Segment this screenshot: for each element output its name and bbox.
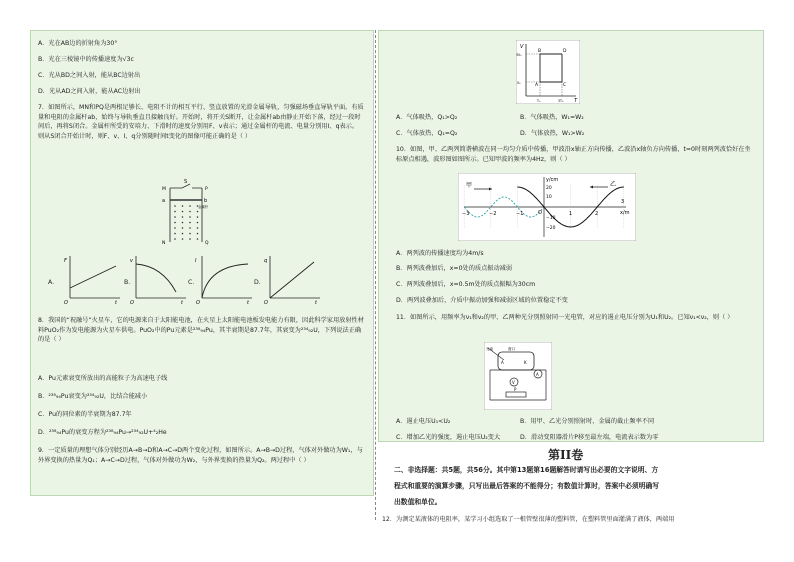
q11-photoelectric-figure [484,342,552,410]
label-light: 光束 [486,347,494,351]
graph-b-origin: O [130,300,134,304]
tick-t0: T₀ [537,99,541,103]
section2-instructions-line1 [394,466,658,475]
q7-option-c-letter: C． [188,279,199,286]
graph-a-origin: O [64,300,68,304]
ytick-20: 20 [546,186,552,191]
q7-option-a-letter: A． [48,279,59,286]
graph-a-curve [70,266,116,288]
origin-label: O [538,210,542,216]
xtick-neg3: −3 [462,211,470,217]
field-dot [174,222,176,224]
q7-graph-a [62,254,122,304]
magnetic-field-dots [174,205,198,240]
q8-option-d: D．²³⁸₉₄Pu的衰变方程为²³⁸₉₄Pu→²³⁴₉₂U+⁴₂He [38,429,167,436]
label-p: P [205,187,208,192]
q10-option-d: D．两列波叠加后，介质中振动加强和减弱区域的位置稳定不变 [396,297,568,304]
xtick-2: 2 [595,211,599,217]
graph-b-ylabel: v [130,258,133,264]
ytick-neg20: −20 [546,226,556,231]
q11-option-c: C．增加乙光的强度，遏止电压U₂变大 [396,434,501,441]
label-p: P [514,387,517,392]
field-dot [174,211,176,213]
q7-option-d-letter: D． [254,279,265,286]
label-b: b [204,198,208,204]
section2-line1-rest: ：共5题，共56分。其中第13题第16题解答时请写出必要的文字说明、方 [434,466,659,474]
graph-a-xlabel: t [115,300,117,304]
field-dot [174,205,176,207]
graph-c-ylabel: I [195,258,197,264]
label-m: M [162,187,166,192]
field-dot [182,227,184,229]
ytick-neg10: −10 [546,216,556,221]
q9-fig-xlabel: T [574,98,578,104]
q11-option-d: D．滑动变阻器滑片P移至最左端，电流表示数为零 [520,434,659,441]
graph-c-curve [202,264,248,298]
graph-d-xlabel: t [315,300,317,304]
point-b: B [538,49,542,54]
graph-d-origin: O [264,300,268,304]
q10-option-b: B．两列波叠加后，x=0处的质点振动减弱 [396,265,513,272]
field-dot [174,238,176,240]
xtick-3: 3 [621,199,625,205]
q9-option-b: B．气体吸热，W₁=W₂ [520,114,584,121]
field-dot [189,227,191,229]
q7-graph-d [262,254,322,304]
page-separator [375,30,376,520]
graph-b-xlabel: t [181,300,183,304]
q8-option-c: C．Pu的同位素的半衰期为87.7年 [38,411,132,418]
q6-option-c: C．光从BD之间入射，能从BC边射出 [38,72,141,79]
q8-option-a: A．Pu元素衰变所放出的高能粒子为高速电子线 [38,375,168,382]
tick-3v0: 3V₀ [516,53,522,57]
label-n: N [162,241,166,246]
q11-option-b: B．用甲、乙光分别照射时，金属的截止频率不同 [520,418,655,425]
xtick-neg2: −2 [489,211,497,217]
point-a: A [535,83,539,88]
field-dot [174,216,176,218]
q7-graph-c [194,254,254,304]
label-ammeter: A [536,372,539,377]
point-d: D [563,49,567,54]
section2-heading: 二、非选择题 [394,466,435,474]
q6-option-d: D．光从AD之间入射，能从AC边射出 [38,88,141,95]
field-dot [182,216,184,218]
q7-graph-b [128,254,188,304]
label-a: a [162,198,166,204]
label-yi: 乙 [610,181,617,188]
q11-question-text: 11．如图所示，用频率为ν₁和ν₂的甲、乙两种光分别照射同一光电管，对应的遏止电压分别为U₁和U₂。已知ν₁<ν₂，则（ ） [396,314,734,321]
field-dot [189,233,191,235]
field-dot [197,233,199,235]
q7-circuit-figure [158,178,214,248]
label-q: Q [205,241,209,246]
label-a-electrode: A [501,360,504,365]
tick-v0: V₀ [517,81,521,85]
q7-question-text: 7．如图所示，MN和PQ是两根足够长、电阻不计的相互平行、竖直放置的光滑金属导轨，匀强磁场垂直导轨平面。有质量和电阻的金属杆ab，始终与导轨垂直且接触良好。开始时，将开关S断开，让金属杆ab由静止开始下落，经过一段时间后，再将S闭合。金属杆所受的安培力、下滑时的速度分别用F、v表示；通过金属杆的电流、电量分别用I、q表示。则从S闭合开始计时，则F、v、I、q分别随时间t变化的图像可能正确的是（ ） [38,104,364,140]
field-dot [174,233,176,235]
q8-question-text: 8．我国的“祝融号”火星车，它的电源来自于太阳能电池，在火星上太阳能电池板发电能力有限，因此科学家用放射性材料PuO₂作为发电能源为火星车供电。PuO₂中的Pu元素是²³⁸₉₄Pu，其半衰期是87.7年，其衰变为²³⁴₉₂U，下列说法正确的是（ ） [38,317,364,344]
label-window: 窗口 [508,347,516,351]
field-dot [182,233,184,235]
section2-instructions-line2: 程式和重要的演算步骤，只写出最后答案的不能得分；有数值计算时，答案中必须明确写 [394,482,660,490]
ytick-10: 10 [546,195,552,200]
q8-option-b: B．²³⁸₉₄Pu衰变为²³⁴₉₂U，比结合能减小 [38,393,148,400]
field-dot [189,222,191,224]
section-title: 第II卷 [548,448,584,462]
field-dot [189,211,191,213]
field-dot [197,227,199,229]
field-dot [197,238,199,240]
field-dot [189,238,191,240]
xtick-neg1: −1 [516,211,524,217]
q9-option-a: A．气体吸热，Q₁>Q₂ [396,114,458,121]
field-dot [197,222,199,224]
tick-3t0: 3T₀ [558,99,564,103]
q12-question-text: 12．为测定某液体的电阻率，某学习小组选取了一根管壁很薄的塑料管，在塑料管里面灌满了液体，两端用 [382,516,675,523]
label-jia: 甲 [466,182,473,189]
label-rod: 金属杆 [198,205,209,209]
q9-question-text: 9．一定质量的理想气体分别经历A→B→D和A→C→D两个变化过程，如图所示。A→B→D过程，气体对外做功为W₁，与外界变换的热量为Q₁；A→C→D过程，气体对外做功为W₂，与外界变换的热量为Q₂。两过程中（ ） [38,447,363,464]
field-dot [182,238,184,240]
field-dot [182,211,184,213]
q9-fig-ylabel: V [520,44,524,50]
field-dot [189,205,191,207]
xtick-1: 1 [569,211,573,217]
q9-option-c: C．气体放热，Q₁=Q₂ [396,130,458,137]
q6-option-a: A．光在AB边的折射角为30° [38,40,118,47]
graph-c-xlabel: t [247,300,249,304]
q7-option-b-letter: B． [124,279,135,286]
x-axis-label: x/m [620,210,630,216]
field-dot [182,205,184,207]
rheostat [506,392,526,397]
graph-b-curve [136,264,176,292]
label-v: V [512,380,515,385]
label-s: S [184,179,188,185]
q9-vt-figure [516,40,580,104]
field-dot [197,216,199,218]
q10-option-a: A．两列波的传播速度均为4m/s [396,250,484,257]
q10-wave-figure [458,173,636,241]
field-dot [189,216,191,218]
graph-d-ylabel: q [264,258,268,264]
q10-option-c: C．两列波叠加后，x=0.5m处的质点振幅为30cm [396,281,536,288]
point-c: C [563,83,567,88]
field-dot [174,227,176,229]
y-axis-label: y/cm [546,177,559,183]
graph-d-curve [270,262,314,298]
field-dot [197,211,199,213]
graph-a-ylabel: F [64,258,67,264]
q9-option-d: D．气体放热，W₁>W₂ [520,130,585,137]
q11-option-a: A．遏止电压U₁<U₂ [396,418,451,425]
q6-option-b: B．光在三棱镜中的传播速度为√3c [38,56,134,63]
label-k: K [524,360,527,365]
q10-question-text: 10．如图，甲、乙两列简谐横波在同一均匀介质中传播，甲波沿x轴正方向传播，乙波沿x轴负方向传播，t=0时刻两列波恰好在坐标原点相遇，波形图如图所示。已知甲波的频率为4Hz，则（ ） [396,146,751,163]
graph-c-origin: O [196,300,200,304]
section2-instructions-line3: 出数值和单位。 [394,498,442,506]
field-dot [182,222,184,224]
